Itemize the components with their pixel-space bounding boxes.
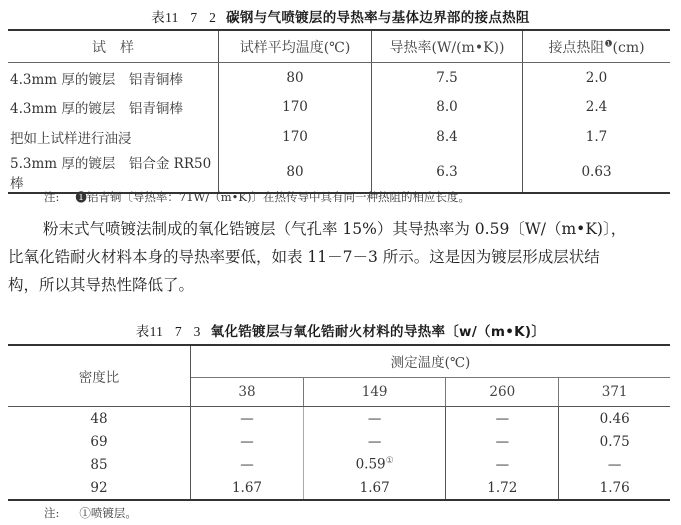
table1-number: 表11 7 2 xyxy=(151,10,217,25)
table2-header-temp: 371 xyxy=(559,377,670,406)
cell: 1.7 xyxy=(523,122,671,152)
table2-header-temp: 38 xyxy=(191,377,304,406)
cell: 92 xyxy=(8,476,191,500)
table2-header-density: 密度比 xyxy=(8,345,191,407)
cell: 48 xyxy=(8,407,191,431)
cell: — xyxy=(303,407,445,431)
cell: 5.3mm 厚的镀层 铝合金 RR50 棒 xyxy=(10,155,212,192)
table1-header-sample: 试 样 xyxy=(8,30,219,63)
table1-header-resistance-unit: (cm) xyxy=(612,39,645,56)
cell: — xyxy=(446,453,559,476)
cell: — xyxy=(303,430,445,453)
table1-header-conductivity: 导热率(W/(m•K)) xyxy=(372,30,523,63)
cell: 1.76 xyxy=(559,476,670,500)
table-row xyxy=(8,453,670,476)
cell: 把如上试样进行油浸 xyxy=(10,130,132,147)
table-row xyxy=(8,152,670,193)
note-label: 注: xyxy=(44,190,60,204)
table2-header-temp: 260 xyxy=(446,377,559,406)
table2-title: 氧化锆镀层与氧化锆耐火材料的导热率〔w/（m•K)〕 xyxy=(210,324,546,340)
table2-header-temperature: 测定温度(℃) xyxy=(191,345,671,377)
cell: 80 xyxy=(219,63,372,93)
table2-header-temp: 149 xyxy=(303,377,445,406)
table2 xyxy=(8,344,670,501)
cell: 170 xyxy=(219,122,372,152)
footnote-mark: ❶ xyxy=(604,38,613,49)
table1-title: 碳钢与气喷镀层的导热率与基体边界部的接点热阻 xyxy=(226,10,530,26)
table-row xyxy=(8,122,670,152)
table2-number: 表11 7 3 xyxy=(135,324,201,339)
table2-caption xyxy=(0,320,681,340)
paragraph-line: 构，所以其导热性降低了。 xyxy=(8,276,195,294)
cell: — xyxy=(240,456,254,473)
cell: 8.0 xyxy=(372,93,523,123)
paragraph-line: 比氧化锆耐火材料本身的导热率要低，如表 11－7－3 所示。这是因为镀层形成层状结 xyxy=(8,248,600,266)
table-row xyxy=(8,476,670,500)
cell: 0.63 xyxy=(523,152,671,193)
cell: — xyxy=(559,453,670,476)
cell: 1.67 xyxy=(231,479,263,496)
cell: 7.5 xyxy=(372,63,523,93)
note-text: ❶铝青铜〔导热率：71W/（m•K)〕在热传导中具有同一种热阻的相应长度。 xyxy=(75,190,470,204)
cell: 2.0 xyxy=(523,63,671,93)
paragraph-line: 粉末式气喷镀法制成的氧化锆镀层（气孔率 15%）其导热率为 0.59〔W/（m•K)〕， xyxy=(43,220,627,238)
cell: 4.3mm 厚的镀层 铝青铜棒 xyxy=(10,71,183,88)
table2-header-row xyxy=(8,345,670,377)
table-row xyxy=(8,407,670,431)
cell: 1.72 xyxy=(446,476,559,500)
cell: 1.67 xyxy=(303,476,445,500)
cell xyxy=(303,453,445,476)
table1-header-temp: 试样平均温度(℃) xyxy=(219,30,372,63)
cell: 69 xyxy=(8,430,191,453)
cell: 0.75 xyxy=(559,430,670,453)
cell: — xyxy=(446,430,559,453)
table1-note xyxy=(44,189,470,205)
table1-caption xyxy=(0,6,681,26)
cell: — xyxy=(240,410,254,427)
table1 xyxy=(8,29,670,194)
cell: 0.46 xyxy=(559,407,670,431)
table-row xyxy=(8,93,670,123)
cell: 8.4 xyxy=(372,122,523,152)
cell: — xyxy=(446,407,559,431)
cell-value: 0.59 xyxy=(355,456,386,473)
table2-note xyxy=(44,505,137,521)
cell: 80 xyxy=(219,152,372,193)
body-paragraph xyxy=(8,215,672,299)
note-label: 注: xyxy=(44,506,60,520)
cell: 4.3mm 厚的镀层 铝青铜棒 xyxy=(10,101,183,118)
cell: 6.3 xyxy=(372,152,523,193)
cell: 85 xyxy=(8,453,191,476)
cell: — xyxy=(240,433,254,450)
table1-header-resistance xyxy=(523,30,671,63)
cell: 2.4 xyxy=(523,93,671,123)
cell: 170 xyxy=(219,93,372,123)
note-text: ①喷镀层。 xyxy=(79,506,137,520)
table1-header-resistance-label: 接点热阻 xyxy=(548,39,605,56)
table-row xyxy=(8,63,670,93)
table-row xyxy=(8,430,670,453)
footnote-mark: ① xyxy=(385,456,394,467)
table1-header-row xyxy=(8,30,670,63)
